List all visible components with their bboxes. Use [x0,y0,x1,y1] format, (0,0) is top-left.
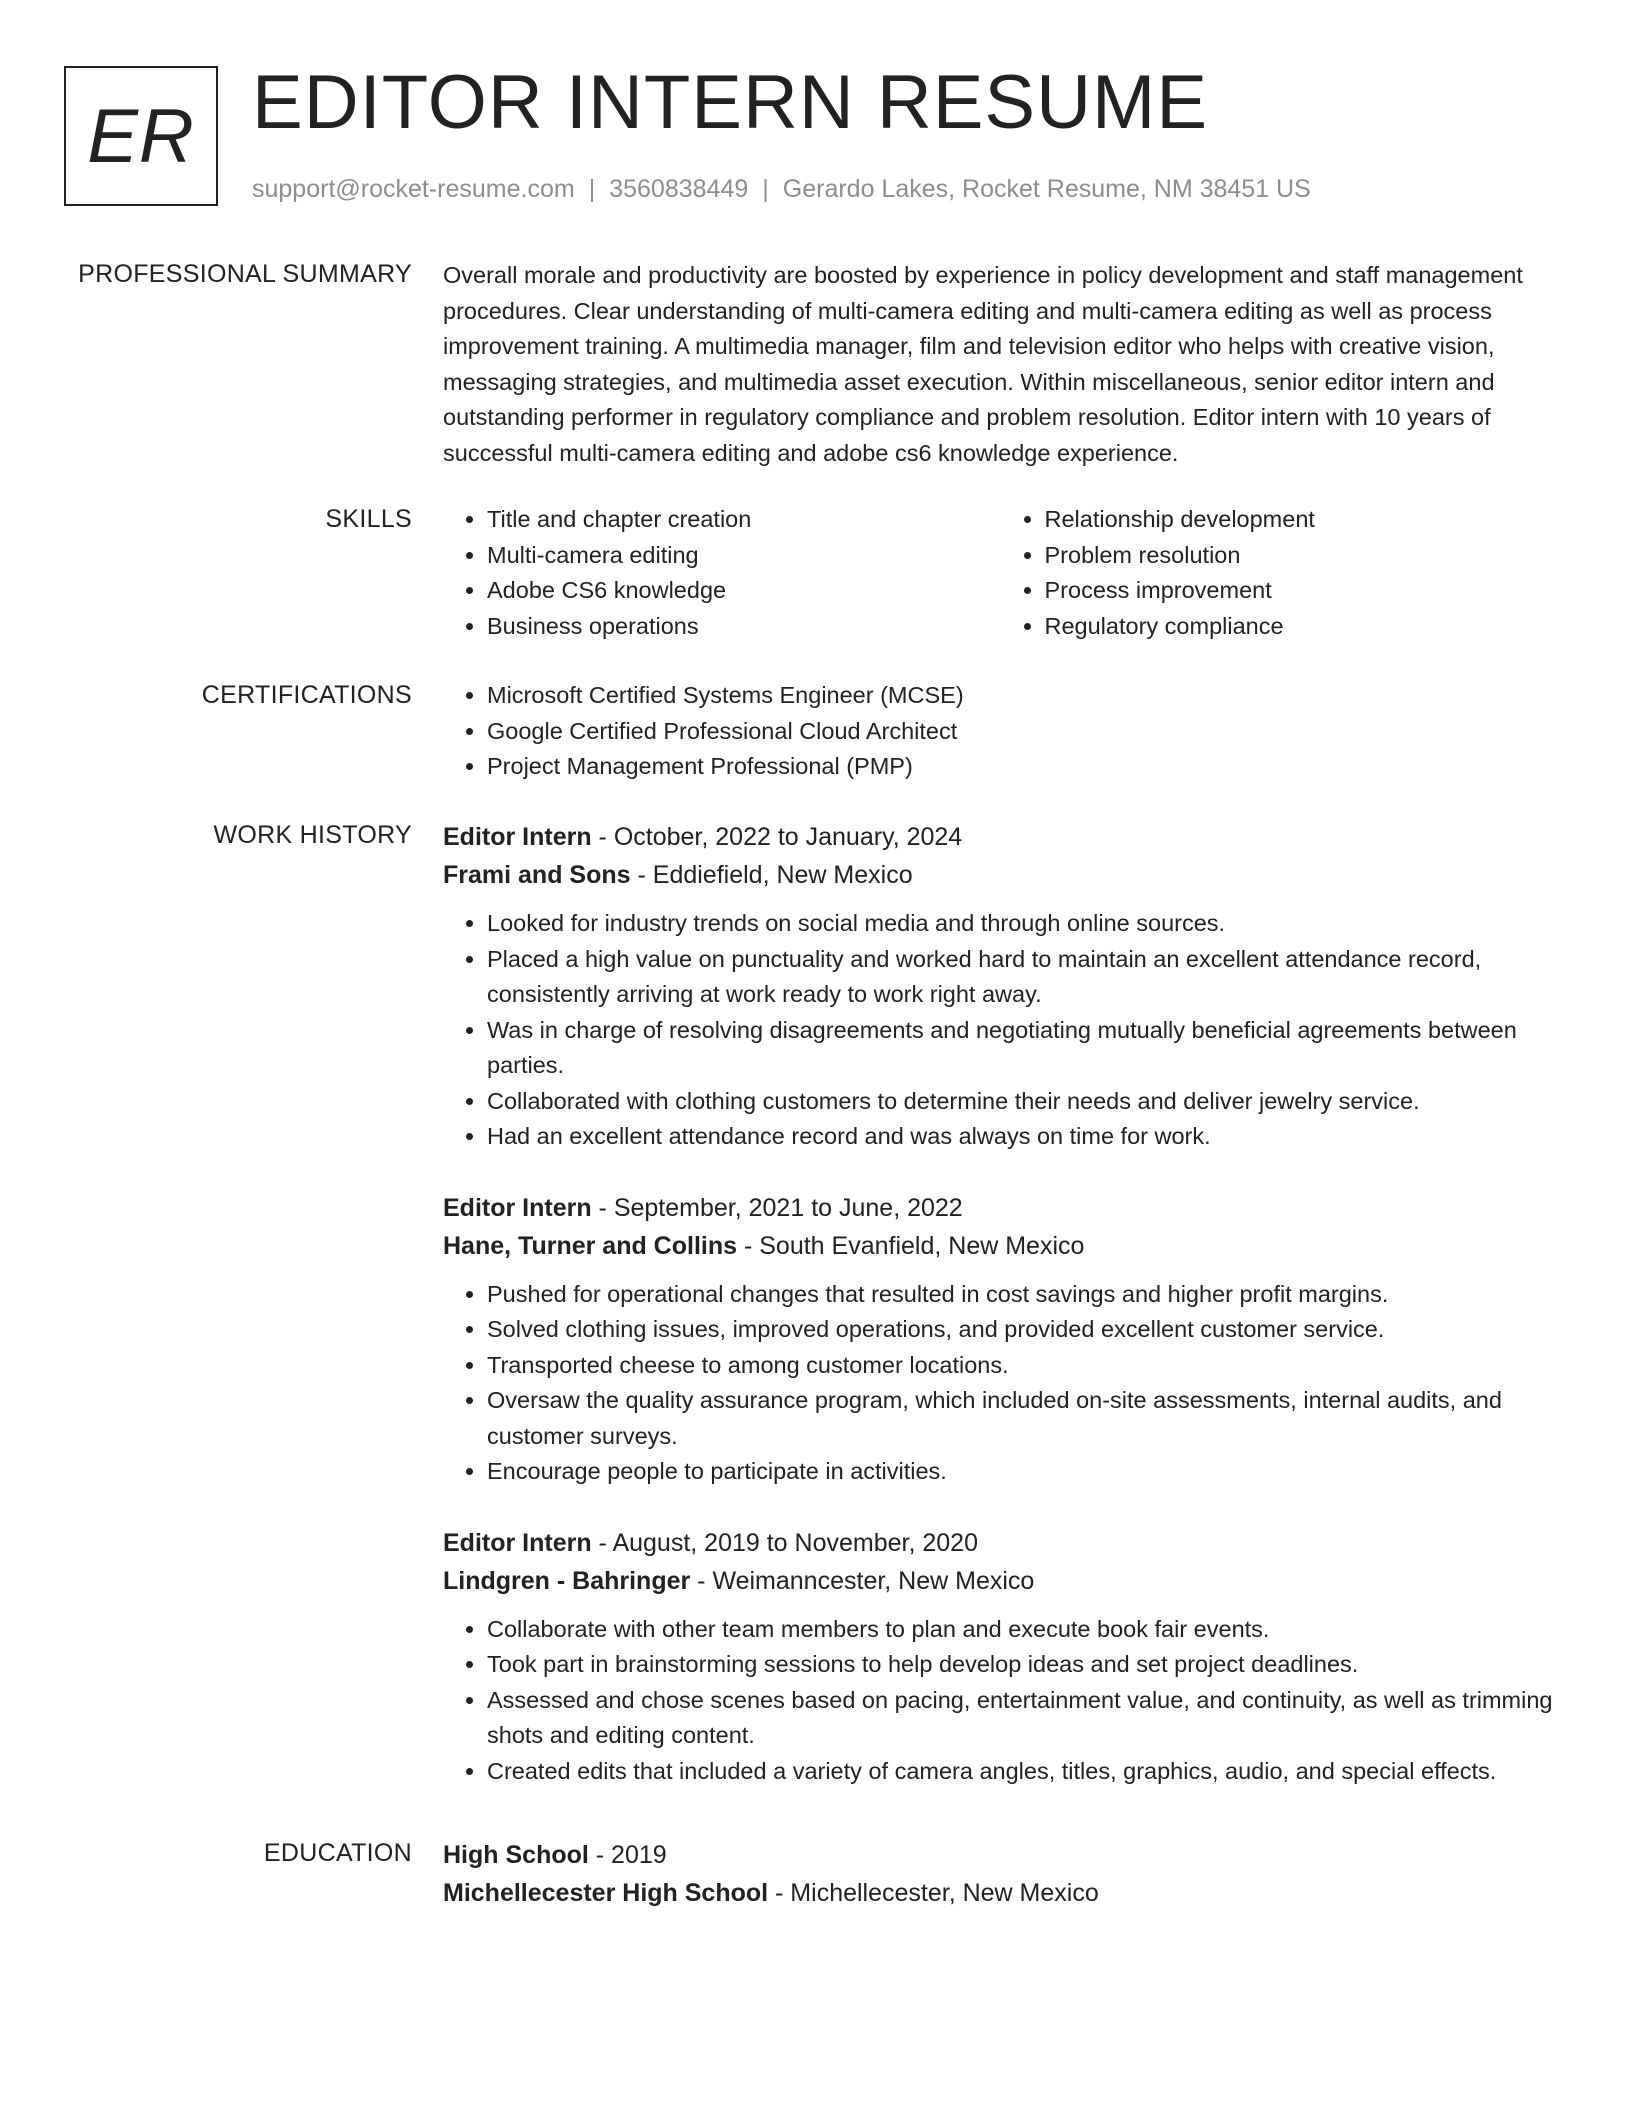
summary-text: Overall morale and productivity are boosted by experience in policy development and staff management procedures. Clear understanding of multi-camera editing and multi-camera editing as well as process improvement training. A multimedia manager, film and television editor who helps with creative vision, messaging strategies, and multimedia asset execution. Within miscellaneous, senior editor intern and outstanding performer in regulatory compliance and problem resolution. Editor intern with 10 years of successful multi-camera editing and adobe cs6 knowledge experience. [443,262,1523,466]
job-company-line [443,1562,1558,1600]
job-duty: • Assessed and chose scenes based on pacing, entertainment value, and continuity, as well as trimming shots and editing content. [487,1683,1558,1754]
education-school: Michellecester High School [443,1879,769,1907]
education-degree: High School [443,1841,589,1869]
certification-item: • Microsoft Certified Systems Engineer (MCSE) [487,678,1558,714]
skill-item: • Relationship development [1045,502,1559,538]
work-history-heading: WORK HISTORY [213,821,412,849]
job-duty: • Pushed for operational changes that resulted in cost savings and higher profit margins. [487,1277,1558,1313]
certifications-list [443,678,1558,785]
skill-item: • Process improvement [1045,573,1559,609]
skills-body [443,502,1558,644]
skills-list-right [1001,502,1559,644]
contact-line [252,172,1311,206]
skill-item: • Problem resolution [1045,538,1559,574]
job-duty: • Encourage people to participate in activities. [487,1454,1558,1490]
skill-item: • Business operations [487,609,1001,645]
skill-item: • Multi-camera editing [487,538,1001,574]
job-company: Frami and Sons [443,861,631,889]
job-company-line [443,856,1558,894]
skills-heading: SKILLS [325,505,412,533]
job-dates: - August, 2019 to November, 2020 [591,1528,978,1557]
job-title: Editor Intern [443,1193,592,1222]
job-location: - Weimanncester, New Mexico [690,1566,1035,1595]
job-title-line [443,818,1558,856]
summary-body [443,258,1558,471]
skills-list-left [443,502,1001,644]
job-duty: • Collaborated with clothing customers to determine their needs and deliver jewelry service. [487,1084,1558,1120]
job-company: Hane, Turner and Collins [443,1231,738,1260]
job-title-line [443,1189,1558,1227]
education-year: - 2019 [588,1841,667,1869]
job-duties-list [443,1612,1558,1790]
resume-title: EDITOR INTERN RESUME [252,60,1209,145]
work-history-body [443,818,1558,1809]
job-entry [443,1524,1558,1790]
skill-item: • Title and chapter creation [487,502,1001,538]
job-dates: - September, 2021 to June, 2022 [591,1193,963,1222]
education-school-line [443,1874,1558,1912]
job-duty: • Took part in brainstorming sessions to help develop ideas and set project deadlines. [487,1647,1558,1683]
job-title: Editor Intern [443,823,592,851]
job-company-line [443,1227,1558,1265]
job-company: Lindgren - Bahringer [443,1566,691,1595]
job-duty: • Oversaw the quality assurance program, which included on-site assessments, internal audits, and customer surveys. [487,1383,1558,1454]
contact-phone[interactable]: 3560838449 [609,175,749,203]
certifications-heading: CERTIFICATIONS [201,681,412,709]
job-location: - Eddiefield, New Mexico [630,861,913,889]
job-duty: • Looked for industry trends on social media and through online sources. [487,906,1558,942]
job-location: - South Evanfield, New Mexico [737,1231,1085,1260]
certification-item: • Google Certified Professional Cloud Architect [487,714,1558,750]
certification-item: • Project Management Professional (PMP) [487,749,1558,785]
monogram-logo: ER [64,66,218,206]
skill-item: • Adobe CS6 knowledge [487,573,1001,609]
education-heading: EDUCATION [263,1839,412,1867]
contact-separator: | [762,175,769,203]
job-duty: • Had an excellent attendance record and was always on time for work. [487,1119,1558,1155]
contact-email[interactable]: support@rocket-resume.com [252,175,575,203]
contact-address: Gerardo Lakes, Rocket Resume, NM 38451 US [782,175,1311,203]
job-dates: - October, 2022 to January, 2024 [591,823,963,851]
job-duty: • Solved clothing issues, improved operations, and provided excellent customer service. [487,1312,1558,1348]
job-duties-list [443,1277,1558,1490]
contact-separator: | [588,175,596,203]
job-title-line [443,1524,1558,1562]
job-duty: • Transported cheese to among customer locations. [487,1348,1558,1384]
job-title: Editor Intern [443,1528,592,1557]
job-duty: • Was in charge of resolving disagreements and negotiating mutually beneficial agreements between parties. [487,1013,1558,1084]
job-duties-list [443,906,1558,1155]
job-duty: • Collaborate with other team members to plan and execute book fair events. [487,1612,1558,1648]
summary-heading: PROFESSIONAL SUMMARY [78,260,412,288]
education-body [443,1836,1558,1912]
job-duty: • Placed a high value on punctuality and worked hard to maintain an excellent attendance record, consistently arriving at work ready to work right away. [487,942,1558,1013]
education-location: - Michellecester, New Mexico [768,1879,1099,1907]
skill-item: • Regulatory compliance [1045,609,1559,645]
certifications-body [443,678,1558,785]
education-degree-line [443,1836,1558,1874]
job-duty: • Created edits that included a variety of camera angles, titles, graphics, audio, and special effects. [487,1754,1558,1790]
job-entry [443,1189,1558,1490]
job-entry [443,818,1558,1155]
